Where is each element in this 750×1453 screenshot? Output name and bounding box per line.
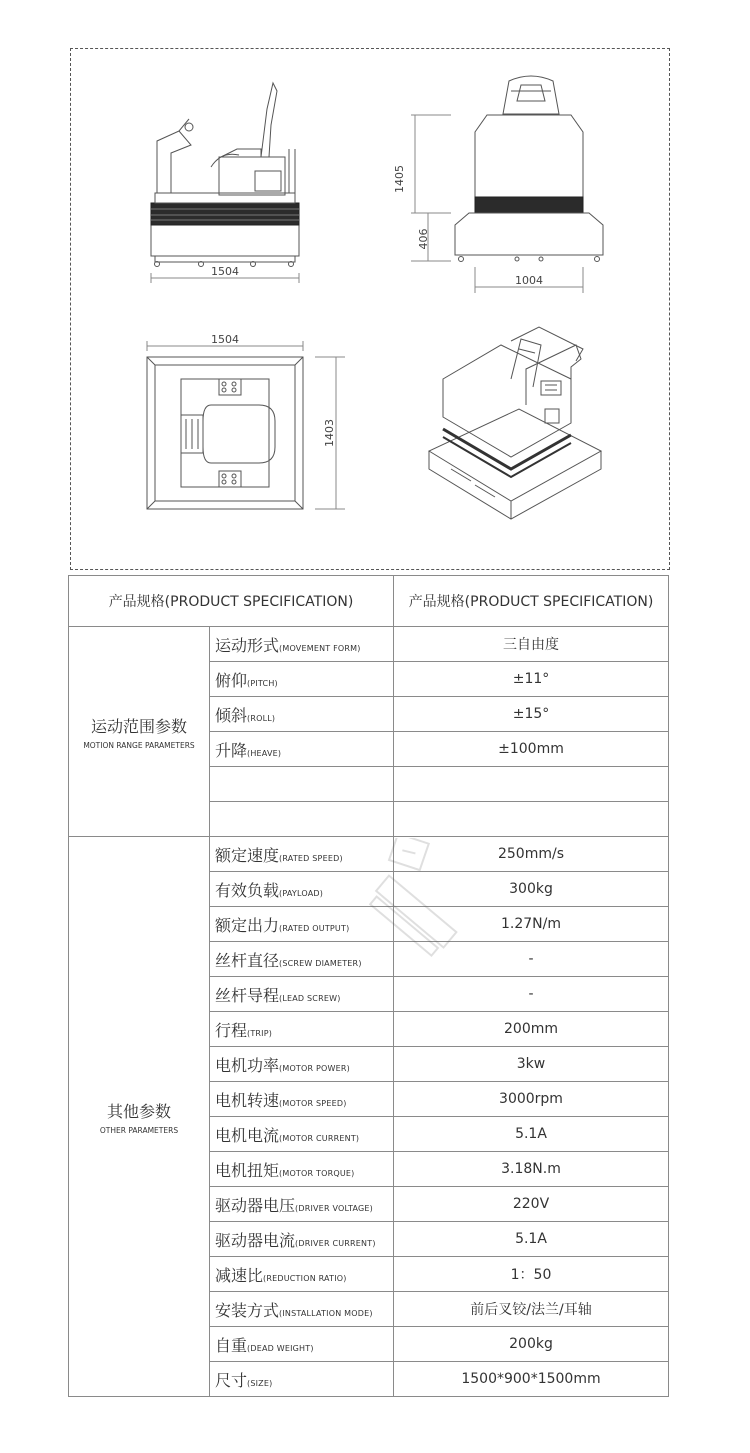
param-name-cell xyxy=(210,1117,394,1152)
param-name-en: (MOTOR CURRENT) xyxy=(279,1133,360,1143)
param-value xyxy=(394,767,669,802)
param-name-en: (TRIP) xyxy=(247,1028,273,1038)
param-name-zh: 运动形式 xyxy=(215,635,280,655)
param-name-zh: 额定速度 xyxy=(215,845,280,865)
param-name-zh: 安装方式 xyxy=(215,1300,280,1320)
param-name-zh: 行程 xyxy=(215,1020,248,1040)
param-name-cell xyxy=(210,1047,394,1082)
param-value: 3000rpm xyxy=(394,1082,669,1117)
param-name-en: (INSTALLATION MODE) xyxy=(279,1308,373,1318)
param-name-zh: 电机电流 xyxy=(215,1125,280,1145)
param-name-zh: 额定出力 xyxy=(215,915,280,935)
param-name-en: (LEAD SCREW) xyxy=(279,993,341,1003)
top-depth-label: 1403 xyxy=(323,419,336,447)
param-name-en: (PITCH) xyxy=(247,678,278,688)
param-name-cell xyxy=(210,1012,394,1047)
side-view-drawing xyxy=(151,83,299,283)
table-header-row xyxy=(69,576,669,627)
front-view-drawing xyxy=(411,76,603,293)
param-name-cell xyxy=(210,732,394,767)
param-value: 300kg xyxy=(394,872,669,907)
param-value: ±100mm xyxy=(394,732,669,767)
param-value: 220V xyxy=(394,1187,669,1222)
param-value: 3.18N.m xyxy=(394,1152,669,1187)
param-name-cell xyxy=(210,662,394,697)
param-name-zh: 电机转速 xyxy=(215,1090,280,1110)
param-name-zh: 有效负载 xyxy=(215,880,280,900)
param-name-zh: 倾斜 xyxy=(215,705,248,725)
group-motion-range-en: MOTION RANGE PARAMETERS xyxy=(83,740,195,750)
param-name-zh: 电机扭矩 xyxy=(215,1160,280,1180)
group-other-params xyxy=(69,837,210,1397)
param-name-cell xyxy=(210,627,394,662)
top-width-label: 1504 xyxy=(211,333,239,346)
param-name-zh: 升降 xyxy=(215,740,248,760)
param-name-cell xyxy=(210,942,394,977)
param-name-cell xyxy=(210,1257,394,1292)
table-row xyxy=(69,627,669,662)
param-name-cell xyxy=(210,802,394,837)
param-name-zh: 减速比 xyxy=(215,1265,264,1285)
param-value: 3kw xyxy=(394,1047,669,1082)
param-value xyxy=(394,802,669,837)
param-name-en: (SIZE) xyxy=(247,1378,273,1388)
param-name-cell xyxy=(210,697,394,732)
param-name-en: (RATED SPEED) xyxy=(279,853,343,863)
param-name-zh: 丝杆直径 xyxy=(215,950,280,970)
param-value: - xyxy=(394,942,669,977)
param-name-zh: 丝杆导程 xyxy=(215,985,280,1005)
front-width-label: 1004 xyxy=(515,274,543,287)
param-name-en: (MOTOR SPEED) xyxy=(279,1098,347,1108)
param-name-cell xyxy=(210,837,394,872)
param-name-cell xyxy=(210,1222,394,1257)
param-name-cell xyxy=(210,1082,394,1117)
param-name-en: (DRIVER VOLTAGE) xyxy=(295,1203,374,1213)
group-motion-range xyxy=(69,627,210,837)
param-value: 200kg xyxy=(394,1327,669,1362)
param-name-en: (ROLL) xyxy=(247,713,276,723)
param-value: 5.1A xyxy=(394,1117,669,1152)
header-left: 产品规格(PRODUCT SPECIFICATION) xyxy=(69,576,394,627)
param-name-en: (MOTOR TORQUE) xyxy=(279,1168,355,1178)
param-name-en: (MOVEMENT FORM) xyxy=(279,643,361,653)
param-name-en: (MOTOR POWER) xyxy=(279,1063,350,1073)
group-motion-range-zh: 运动范围参数 xyxy=(90,716,187,736)
technical-drawings-panel xyxy=(70,48,670,570)
param-name-zh: 驱动器电压 xyxy=(215,1195,296,1215)
param-name-cell xyxy=(210,1152,394,1187)
param-value: 三自由度 xyxy=(394,627,669,662)
param-value: ±15° xyxy=(394,697,669,732)
param-name-cell xyxy=(210,1187,394,1222)
front-height-base-label: 406 xyxy=(417,228,430,250)
param-name-cell xyxy=(210,1327,394,1362)
param-name-zh: 电机功率 xyxy=(215,1055,280,1075)
side-width-label: 1504 xyxy=(211,265,239,278)
param-value: - xyxy=(394,977,669,1012)
param-value: ±11° xyxy=(394,662,669,697)
front-height-total-label: 1405 xyxy=(393,165,406,193)
spec-table xyxy=(68,575,669,1397)
param-name-cell xyxy=(210,872,394,907)
param-value: 1：50 xyxy=(394,1257,669,1292)
param-value: 250mm/s xyxy=(394,837,669,872)
param-name-cell xyxy=(210,977,394,1012)
param-value: 200mm xyxy=(394,1012,669,1047)
param-value: 5.1A xyxy=(394,1222,669,1257)
param-name-en: (DEAD WEIGHT) xyxy=(247,1343,314,1353)
param-value: 1500*900*1500mm xyxy=(394,1362,669,1397)
param-name-zh: 俯仰 xyxy=(215,670,248,690)
param-name-zh: 尺寸 xyxy=(215,1370,248,1390)
group-other-params-en: OTHER PARAMETERS xyxy=(99,1125,179,1135)
param-name-cell xyxy=(210,1362,394,1397)
param-name-en: (DRIVER CURRENT) xyxy=(295,1238,376,1248)
param-name-cell xyxy=(210,907,394,942)
header-right: 产品规格(PRODUCT SPECIFICATION) xyxy=(394,576,669,627)
group-other-params-zh: 其他参数 xyxy=(106,1101,171,1121)
param-value: 1.27N/m xyxy=(394,907,669,942)
param-name-cell xyxy=(210,1292,394,1327)
param-name-zh: 驱动器电流 xyxy=(215,1230,296,1250)
param-name-en: (HEAVE) xyxy=(247,748,282,758)
param-name-zh: 自重 xyxy=(215,1335,248,1355)
param-name-cell xyxy=(210,767,394,802)
top-view-drawing xyxy=(147,341,345,509)
param-name-en: (SCREW DIAMETER) xyxy=(279,958,362,968)
param-name-en: (PAYLOAD) xyxy=(279,888,324,898)
param-value: 前后叉铰/法兰/耳轴 xyxy=(394,1292,669,1327)
param-name-en: (REDUCTION RATIO) xyxy=(263,1273,347,1283)
perspective-view-drawing xyxy=(429,327,601,519)
param-name-en: (RATED OUTPUT) xyxy=(279,923,350,933)
table-row xyxy=(69,837,669,872)
